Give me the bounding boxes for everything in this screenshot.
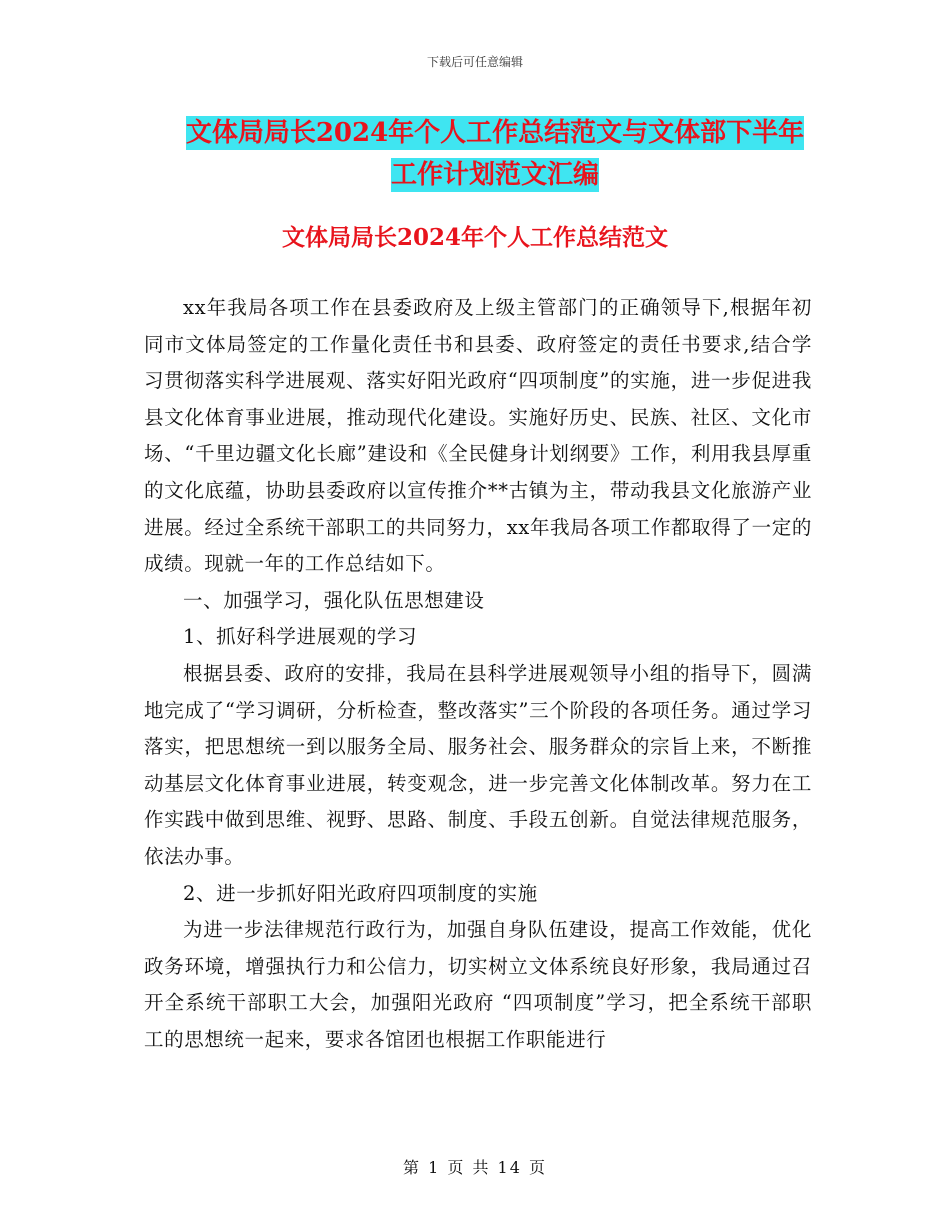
page-footer: 第 1 页 共 14 页: [403, 1158, 547, 1177]
heading-1: 一、加强学习，强化队伍思想建设: [183, 588, 485, 612]
title-line-1: 文体局局长2024年个人工作总结范文与文体部下半年: [185, 118, 805, 148]
title-line-2: 工作计划范文汇编: [390, 160, 599, 190]
header-note: 下载后可任意编辑: [426, 55, 523, 69]
paragraph: 根据县委、政府的安排，我局在县科学进展观领导小组的指导下，圆满地完成了“学习调研，分析检查，整改落实”三个阶段的各项任务。通过学习落实，把思想统一到以服务全局、服务社会、服务群众的宗旨上来，不断推动基层文化体育事业进展，转变观念，进一步完善文化体制改革。努力在工作实践中做到思维、视野、思路、制度、手段五创新。自觉法律规范服务，依法办事。: [144, 661, 812, 868]
paragraph: xx年我局各项工作在县委政府及上级主管部门的正确领导下,根据年初同市文体局签定的工作量化责任书和县委、政府签定的责任书要求,结合学习贯彻落实科学进展观、落实好阳光政府“四项制度”的实施，进一步促进我县文化体育事业进展，推动现代化建设。实施好历史、民族、社区、文化市场、“千里边疆文化长廊”建设和《全民健身计划纲要》工作，利用我县厚重的文化底蕴，协助县委政府以宣传推介**古镇为主，带动我县文化旅游产业进展。经过全系统干部职工的共同努力，xx年我局各项工作都取得了一定的成绩。现就一年的工作总结如下。: [144, 296, 812, 576]
subheading-1: 1、抓好科学进展观的学习: [183, 625, 418, 649]
document-body: [144, 290, 812, 1058]
paragraph: 为进一步法律规范行政行为，加强自身队伍建设，提高工作效能，优化政务环境，增强执行力和公信力，切实树立文体系统良好形象，我局通过召开全系统干部职工大会，加强阳光政府 “四项制度”学习，把全系统干部职工的思想统一起来，要求各馆团也根据工作职能进行: [144, 918, 812, 1051]
subheading-2: 2、进一步抓好阳光政府四项制度的实施: [183, 881, 538, 905]
section-title: 文体局局长2024年个人工作总结范文: [281, 224, 668, 251]
document-title: [140, 112, 850, 196]
